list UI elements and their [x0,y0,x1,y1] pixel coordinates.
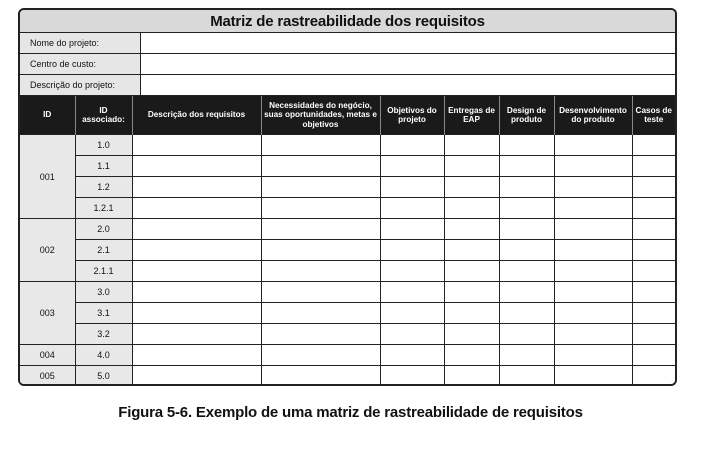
matrix-entry-cell[interactable] [499,240,554,261]
matrix-entry-cell[interactable] [444,240,499,261]
table-row [20,240,675,261]
matrix-entry-cell[interactable] [499,177,554,198]
column-header-product-design: Design de produto [499,96,554,135]
matrix-entry-cell[interactable] [380,177,444,198]
matrix-entry-cell[interactable] [554,198,632,219]
matrix-entry-cell[interactable] [632,366,675,387]
info-value-project-description[interactable] [141,75,675,95]
associated-id-cell: 1.1 [75,156,132,177]
requirements-matrix-table [20,96,675,386]
matrix-entry-cell[interactable] [554,282,632,303]
requirement-id-cell: 004 [20,345,75,366]
matrix-entry-cell[interactable] [499,156,554,177]
column-header-wbs-deliverables: Entregas de EAP [444,96,499,135]
matrix-entry-cell[interactable] [499,219,554,240]
matrix-entry-cell[interactable] [132,303,261,324]
info-row-project-description [20,75,675,96]
matrix-entry-cell[interactable] [380,198,444,219]
matrix-entry-cell[interactable] [444,345,499,366]
matrix-entry-cell[interactable] [554,219,632,240]
matrix-entry-cell[interactable] [554,261,632,282]
matrix-entry-cell[interactable] [554,366,632,387]
table-row [20,261,675,282]
table-row [20,282,675,303]
requirement-id-cell: 002 [20,219,75,282]
column-header-id: ID [20,96,75,135]
matrix-entry-cell[interactable] [554,156,632,177]
table-row [20,345,675,366]
info-value-project-name[interactable] [141,33,675,53]
matrix-entry-cell[interactable] [499,198,554,219]
matrix-entry-cell[interactable] [444,219,499,240]
matrix-entry-cell[interactable] [261,177,380,198]
matrix-entry-cell[interactable] [132,324,261,345]
matrix-entry-cell[interactable] [261,282,380,303]
matrix-entry-cell[interactable] [444,324,499,345]
matrix-entry-cell[interactable] [132,198,261,219]
matrix-entry-cell[interactable] [261,219,380,240]
matrix-entry-cell[interactable] [499,303,554,324]
matrix-entry-cell[interactable] [632,156,675,177]
matrix-entry-cell[interactable] [499,261,554,282]
associated-id-cell: 4.0 [75,345,132,366]
matrix-entry-cell[interactable] [632,261,675,282]
associated-id-cell: 2.0 [75,219,132,240]
column-header-project-objectives: Objetivos do projeto [380,96,444,135]
matrix-entry-cell[interactable] [132,219,261,240]
traceability-matrix-form [18,8,677,386]
matrix-entry-cell[interactable] [554,303,632,324]
column-header-product-development: Desenvolvimento do produto [554,96,632,135]
associated-id-cell: 1.2.1 [75,198,132,219]
matrix-entry-cell[interactable] [499,366,554,387]
requirement-id-cell: 001 [20,135,75,219]
matrix-entry-cell[interactable] [261,135,380,156]
table-row [20,366,675,387]
matrix-entry-cell[interactable] [444,135,499,156]
matrix-entry-cell[interactable] [380,156,444,177]
matrix-entry-cell[interactable] [380,240,444,261]
matrix-entry-cell[interactable] [499,135,554,156]
info-row-cost-center [20,54,675,75]
matrix-entry-cell[interactable] [261,324,380,345]
requirement-id-cell: 003 [20,282,75,345]
matrix-entry-cell[interactable] [444,366,499,387]
matrix-entry-cell[interactable] [132,282,261,303]
column-header-test-cases: Casos de teste [632,96,675,135]
table-row [20,177,675,198]
associated-id-cell: 3.2 [75,324,132,345]
matrix-entry-cell[interactable] [380,261,444,282]
table-row [20,324,675,345]
matrix-entry-cell[interactable] [132,366,261,387]
matrix-entry-cell[interactable] [632,135,675,156]
matrix-entry-cell[interactable] [444,303,499,324]
associated-id-cell: 1.2 [75,177,132,198]
matrix-entry-cell[interactable] [554,240,632,261]
matrix-entry-cell[interactable] [632,303,675,324]
matrix-entry-cell[interactable] [444,282,499,303]
associated-id-cell: 2.1 [75,240,132,261]
table-row [20,303,675,324]
associated-id-cell: 3.0 [75,282,132,303]
matrix-entry-cell[interactable] [261,366,380,387]
matrix-entry-cell[interactable] [632,345,675,366]
matrix-entry-cell[interactable] [444,198,499,219]
matrix-entry-cell[interactable] [132,156,261,177]
matrix-body [20,135,675,387]
matrix-entry-cell[interactable] [554,135,632,156]
matrix-entry-cell[interactable] [261,261,380,282]
matrix-entry-cell[interactable] [632,324,675,345]
associated-id-cell: 2.1.1 [75,261,132,282]
column-header-requirement-description: Descrição dos requisitos [132,96,261,135]
matrix-entry-cell[interactable] [444,177,499,198]
matrix-entry-cell[interactable] [132,135,261,156]
table-row [20,156,675,177]
info-label-cost-center: Centro de custo: [20,54,141,74]
matrix-entry-cell[interactable] [632,198,675,219]
associated-id-cell: 3.1 [75,303,132,324]
table-row [20,219,675,240]
requirement-id-cell: 005 [20,366,75,387]
matrix-entry-cell[interactable] [554,345,632,366]
matrix-entry-cell[interactable] [632,219,675,240]
matrix-entry-cell[interactable] [554,177,632,198]
matrix-entry-cell[interactable] [261,156,380,177]
info-value-cost-center[interactable] [141,54,675,74]
matrix-entry-cell[interactable] [444,261,499,282]
matrix-entry-cell[interactable] [632,240,675,261]
info-row-project-name [20,33,675,54]
matrix-entry-cell[interactable] [499,282,554,303]
associated-id-cell: 5.0 [75,366,132,387]
info-label-project-description: Descrição do projeto: [20,75,141,95]
form-title: Matriz de rastreabilidade dos requisitos [20,10,675,33]
table-row [20,135,675,156]
associated-id-cell: 1.0 [75,135,132,156]
figure-caption: Figura 5-6. Exemplo de uma matriz de rastreabilidade de requisitos [118,404,583,421]
column-header-associated-id: ID associado: [75,96,132,135]
matrix-entry-cell[interactable] [380,345,444,366]
matrix-entry-cell[interactable] [132,261,261,282]
matrix-entry-cell[interactable] [261,303,380,324]
matrix-entry-cell[interactable] [444,156,499,177]
table-row [20,198,675,219]
matrix-entry-cell[interactable] [499,324,554,345]
column-header-row [20,96,675,135]
matrix-entry-cell[interactable] [380,303,444,324]
matrix-entry-cell[interactable] [132,240,261,261]
matrix-entry-cell[interactable] [261,240,380,261]
matrix-entry-cell[interactable] [380,282,444,303]
matrix-entry-cell[interactable] [380,135,444,156]
matrix-entry-cell[interactable] [132,345,261,366]
matrix-entry-cell[interactable] [261,345,380,366]
matrix-entry-cell[interactable] [499,345,554,366]
matrix-entry-cell[interactable] [554,324,632,345]
column-header-business-needs: Necessidades do negócio, suas oportunidades, metas e objetivos [261,96,380,135]
matrix-entry-cell[interactable] [380,219,444,240]
matrix-entry-cell[interactable] [132,177,261,198]
matrix-entry-cell[interactable] [632,282,675,303]
matrix-entry-cell[interactable] [380,366,444,387]
matrix-entry-cell[interactable] [632,177,675,198]
matrix-entry-cell[interactable] [261,198,380,219]
info-label-project-name: Nome do projeto: [20,33,141,53]
matrix-entry-cell[interactable] [380,324,444,345]
